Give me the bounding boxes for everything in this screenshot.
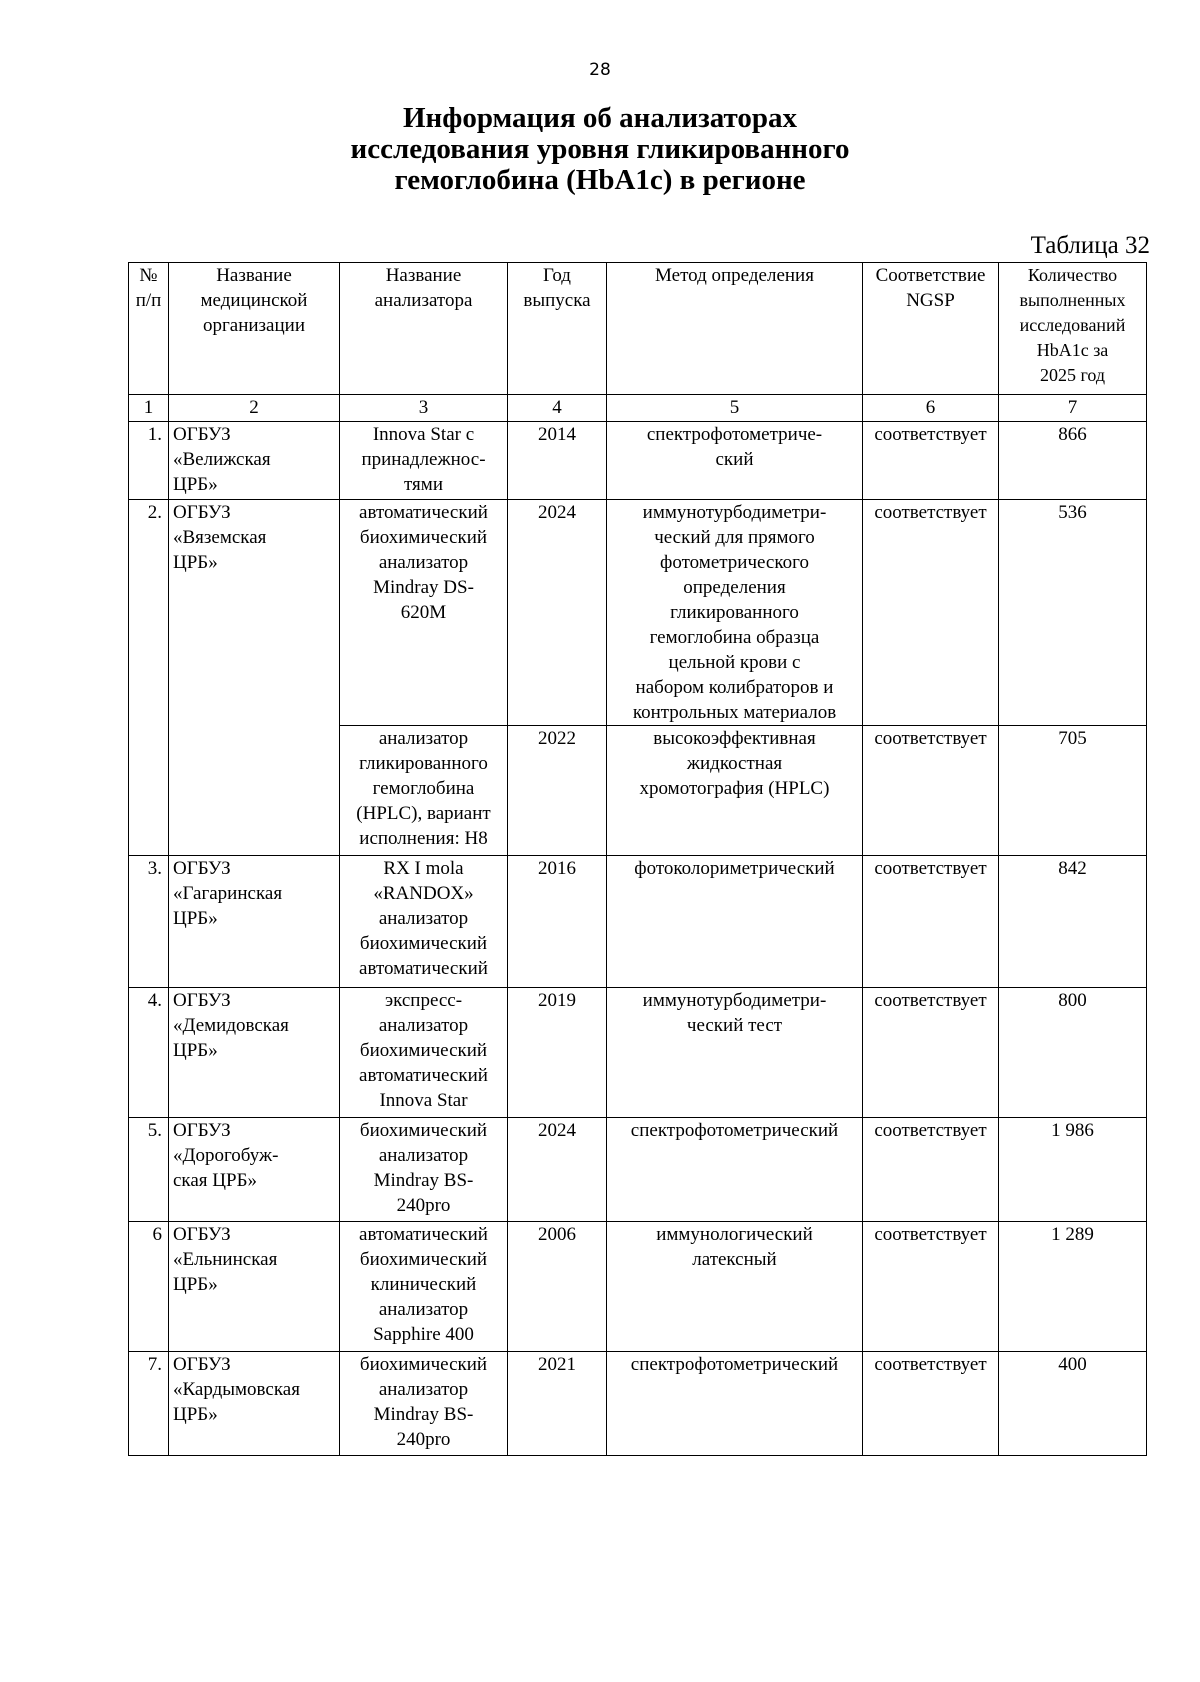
row-number-cell: 1. bbox=[129, 422, 169, 500]
ngsp-cell: соответствует bbox=[863, 726, 999, 856]
organization-line: ОГБУЗ bbox=[173, 858, 231, 879]
organization-line: «Ельнинская bbox=[173, 1249, 278, 1270]
title-line: Информация об анализаторах bbox=[402, 102, 798, 134]
organization-line: ЦРБ» bbox=[173, 1040, 218, 1061]
method-cell bbox=[607, 422, 863, 500]
header-line: Название bbox=[216, 265, 292, 286]
analyzer-line: RX I mola bbox=[383, 858, 464, 879]
column-number: 6 bbox=[863, 395, 999, 422]
page-number: 28 bbox=[589, 60, 611, 80]
row-number-cell: 4. bbox=[129, 988, 169, 1118]
analyzer-line: Mindray BS- bbox=[373, 1170, 474, 1191]
count-cell: 1 289 bbox=[999, 1222, 1147, 1352]
header-method bbox=[607, 263, 863, 395]
method-line: латексный bbox=[692, 1249, 777, 1270]
method-line: ческий для прямого bbox=[654, 527, 815, 548]
analyzer-line: тями bbox=[404, 474, 443, 495]
header-row bbox=[129, 263, 1147, 395]
method-line: контрольных материалов bbox=[632, 702, 837, 723]
method-line: гликированного bbox=[670, 602, 799, 623]
year-cell: 2021 bbox=[508, 1352, 607, 1456]
header-ngsp bbox=[863, 263, 999, 395]
analyzer-line: анализатор bbox=[378, 728, 469, 749]
organization-line: ЦРБ» bbox=[173, 474, 218, 495]
ngsp-cell: соответствует bbox=[863, 1352, 999, 1456]
analyzer-line: анализатор bbox=[378, 552, 469, 573]
column-number: 7 bbox=[999, 395, 1147, 422]
column-number: 3 bbox=[340, 395, 508, 422]
header-line: организации bbox=[202, 315, 305, 336]
year-cell: 2014 bbox=[508, 422, 607, 500]
analyzer-line: анализатор bbox=[378, 1379, 469, 1400]
header-line: 2025 год bbox=[1039, 365, 1106, 385]
method-cell bbox=[607, 1222, 863, 1352]
analyzer-line: исполнения: Н8 bbox=[359, 828, 488, 849]
header-organization bbox=[169, 263, 340, 395]
analyzer-line: Sapphire 400 bbox=[373, 1324, 474, 1345]
organization-cell bbox=[169, 856, 340, 988]
table-row bbox=[129, 422, 1147, 500]
method-line: определения bbox=[683, 577, 786, 598]
method-line: иммунотурбодиметри- bbox=[642, 502, 827, 523]
table-body bbox=[129, 422, 1147, 1456]
method-cell bbox=[607, 856, 863, 988]
organization-line: ОГБУЗ bbox=[173, 1224, 231, 1245]
ngsp-cell: соответствует bbox=[863, 988, 999, 1118]
header-line: выполненных bbox=[1019, 290, 1126, 310]
organization-line: «Дорогобуж- bbox=[173, 1145, 279, 1166]
column-number-row bbox=[129, 395, 1147, 422]
analyzer-line: биохимический bbox=[359, 933, 488, 954]
header-line: Метод определения bbox=[655, 265, 814, 286]
organization-line: «Гагаринская bbox=[173, 883, 283, 904]
method-line: спектрофотометриче- bbox=[646, 424, 823, 445]
organization-cell bbox=[169, 1352, 340, 1456]
analyzer-line: анализатор bbox=[378, 908, 469, 929]
method-line: иммунотурбодиметри- bbox=[642, 990, 827, 1011]
document-title bbox=[0, 103, 1200, 196]
analyzer-line: анализатор bbox=[378, 1015, 469, 1036]
organization-line: «Велижская bbox=[173, 449, 271, 470]
organization-line: ЦРБ» bbox=[173, 1274, 218, 1295]
analyzer-line: Mindray DS- bbox=[373, 577, 474, 598]
count-cell: 400 bbox=[999, 1352, 1147, 1456]
method-cell bbox=[607, 726, 863, 856]
row-number-cell: 7. bbox=[129, 1352, 169, 1456]
header-line: п/п bbox=[135, 290, 162, 311]
header-line: выпуска bbox=[523, 290, 591, 311]
count-cell: 866 bbox=[999, 422, 1147, 500]
analyzer-line: автоматический bbox=[359, 1065, 488, 1086]
header-year bbox=[508, 263, 607, 395]
ngsp-cell: соответствует bbox=[863, 1118, 999, 1222]
organization-line: «Демидовская bbox=[173, 1015, 289, 1036]
analyzer-cell bbox=[340, 856, 508, 988]
year-cell: 2006 bbox=[508, 1222, 607, 1352]
method-line: спектрофотометрический bbox=[630, 1354, 839, 1375]
title-line: гемоглобина (HbA1c) в регионе bbox=[394, 164, 806, 196]
organization-line: ЦРБ» bbox=[173, 908, 218, 929]
analyzer-line: 620M bbox=[400, 602, 447, 623]
method-cell bbox=[607, 500, 863, 726]
analyzer-line: биохимический bbox=[359, 1249, 488, 1270]
method-line: ский bbox=[715, 449, 754, 470]
table-row bbox=[129, 1222, 1147, 1352]
method-line: спектрофотометрический bbox=[630, 1120, 839, 1141]
analyzer-line: «RANDOX» bbox=[373, 883, 474, 904]
method-line: хромотография (HPLC) bbox=[639, 778, 830, 799]
analyzer-line: анализатор bbox=[378, 1299, 469, 1320]
title-line: исследования уровня гликированного bbox=[350, 133, 850, 165]
analyzer-line: (HPLC), вариант bbox=[356, 803, 491, 824]
header-line: HbA1c за bbox=[1036, 340, 1109, 360]
ngsp-cell: соответствует bbox=[863, 1222, 999, 1352]
table-row bbox=[129, 988, 1147, 1118]
table-row bbox=[129, 500, 1147, 726]
analyzer-line: гликированного bbox=[359, 753, 488, 774]
analyzer-cell bbox=[340, 988, 508, 1118]
organization-line: «Вяземская bbox=[173, 527, 267, 548]
header-line: анализатора bbox=[374, 290, 473, 311]
header-line: NGSP bbox=[906, 290, 955, 311]
header-line: Соответствие bbox=[875, 265, 986, 286]
organization-line: ОГБУЗ bbox=[173, 1120, 231, 1141]
year-cell: 2016 bbox=[508, 856, 607, 988]
row-number-cell: 3. bbox=[129, 856, 169, 988]
table-row bbox=[129, 1118, 1147, 1222]
organization-line: ская ЦРБ» bbox=[173, 1170, 257, 1191]
ngsp-cell: соответствует bbox=[863, 856, 999, 988]
method-line: фотометрического bbox=[660, 552, 809, 573]
analyzer-line: принадлежнос- bbox=[361, 449, 486, 470]
ngsp-cell: соответствует bbox=[863, 500, 999, 726]
organization-line: ЦРБ» bbox=[173, 1404, 218, 1425]
method-cell bbox=[607, 988, 863, 1118]
count-cell: 536 bbox=[999, 500, 1147, 726]
organization-cell bbox=[169, 988, 340, 1118]
header-line: № bbox=[139, 265, 158, 286]
analyzer-line: клинический bbox=[370, 1274, 477, 1295]
header-number bbox=[129, 263, 169, 395]
analyzer-line: Innova Star с bbox=[372, 424, 475, 445]
analyzer-line: 240pro bbox=[396, 1195, 451, 1216]
row-number-cell: 6 bbox=[129, 1222, 169, 1352]
method-line: набором колибраторов и bbox=[635, 677, 834, 698]
analyzer-line: биохимический bbox=[359, 1040, 488, 1061]
header-line: Название bbox=[385, 265, 462, 286]
table-row bbox=[129, 1352, 1147, 1456]
analyzer-cell bbox=[340, 500, 508, 726]
column-number: 1 bbox=[129, 395, 169, 422]
analyzer-line: автоматический bbox=[359, 958, 488, 979]
organization-cell bbox=[169, 422, 340, 500]
table-row bbox=[129, 856, 1147, 988]
analyzer-line: экспресс- bbox=[384, 990, 463, 1011]
organization-cell bbox=[169, 500, 340, 856]
organization-cell bbox=[169, 1222, 340, 1352]
method-line: фотоколориметрический bbox=[634, 858, 835, 879]
ngsp-cell: соответствует bbox=[863, 422, 999, 500]
method-line: цельной крови с bbox=[668, 652, 801, 673]
method-line: высокоэффективная bbox=[653, 728, 816, 749]
column-number: 2 bbox=[169, 395, 340, 422]
analyzer-line: биохимический bbox=[359, 1354, 488, 1375]
organization-line: «Кардымовская bbox=[173, 1379, 300, 1400]
analyzer-line: биохимический bbox=[359, 527, 488, 548]
analyzer-cell bbox=[340, 1352, 508, 1456]
header-line: медицинской bbox=[200, 290, 308, 311]
analyzer-cell bbox=[340, 726, 508, 856]
table-label: Таблица 32 bbox=[1030, 232, 1150, 259]
header-count bbox=[999, 263, 1147, 395]
method-line: жидкостная bbox=[686, 753, 783, 774]
method-line: иммунологический bbox=[656, 1224, 813, 1245]
analyzer-line: гемоглобина bbox=[372, 778, 475, 799]
year-cell: 2024 bbox=[508, 1118, 607, 1222]
method-cell bbox=[607, 1118, 863, 1222]
row-number-cell: 2. bbox=[129, 500, 169, 856]
method-line: ческий тест bbox=[686, 1015, 783, 1036]
analyzer-cell bbox=[340, 1222, 508, 1352]
count-cell: 705 bbox=[999, 726, 1147, 856]
analyzers-table bbox=[128, 262, 1147, 1456]
column-number: 4 bbox=[508, 395, 607, 422]
header-line: Год bbox=[543, 265, 571, 286]
analyzer-cell bbox=[340, 1118, 508, 1222]
count-cell: 800 bbox=[999, 988, 1147, 1118]
count-cell: 842 bbox=[999, 856, 1147, 988]
organization-line: ОГБУЗ bbox=[173, 502, 231, 523]
header-analyzer bbox=[340, 263, 508, 395]
count-cell: 1 986 bbox=[999, 1118, 1147, 1222]
year-cell: 2024 bbox=[508, 500, 607, 726]
year-cell: 2019 bbox=[508, 988, 607, 1118]
analyzer-line: анализатор bbox=[378, 1145, 469, 1166]
header-line: исследований bbox=[1019, 315, 1126, 335]
analyzer-line: 240pro bbox=[396, 1429, 451, 1450]
analyzer-line: автоматический bbox=[359, 1224, 488, 1245]
analyzer-line: биохимический bbox=[359, 1120, 488, 1141]
analyzer-line: Mindray BS- bbox=[373, 1404, 474, 1425]
organization-line: ОГБУЗ bbox=[173, 1354, 231, 1375]
year-cell: 2022 bbox=[508, 726, 607, 856]
row-number-cell: 5. bbox=[129, 1118, 169, 1222]
organization-cell bbox=[169, 1118, 340, 1222]
analyzer-line: автоматический bbox=[359, 502, 488, 523]
organization-line: ЦРБ» bbox=[173, 552, 218, 573]
column-number: 5 bbox=[607, 395, 863, 422]
analyzer-cell bbox=[340, 422, 508, 500]
method-cell bbox=[607, 1352, 863, 1456]
header-line: Количество bbox=[1027, 265, 1118, 285]
organization-line: ОГБУЗ bbox=[173, 424, 231, 445]
method-line: гемоглобина образца bbox=[649, 627, 820, 648]
organization-line: ОГБУЗ bbox=[173, 990, 231, 1011]
analyzer-line: Innova Star bbox=[379, 1090, 468, 1111]
